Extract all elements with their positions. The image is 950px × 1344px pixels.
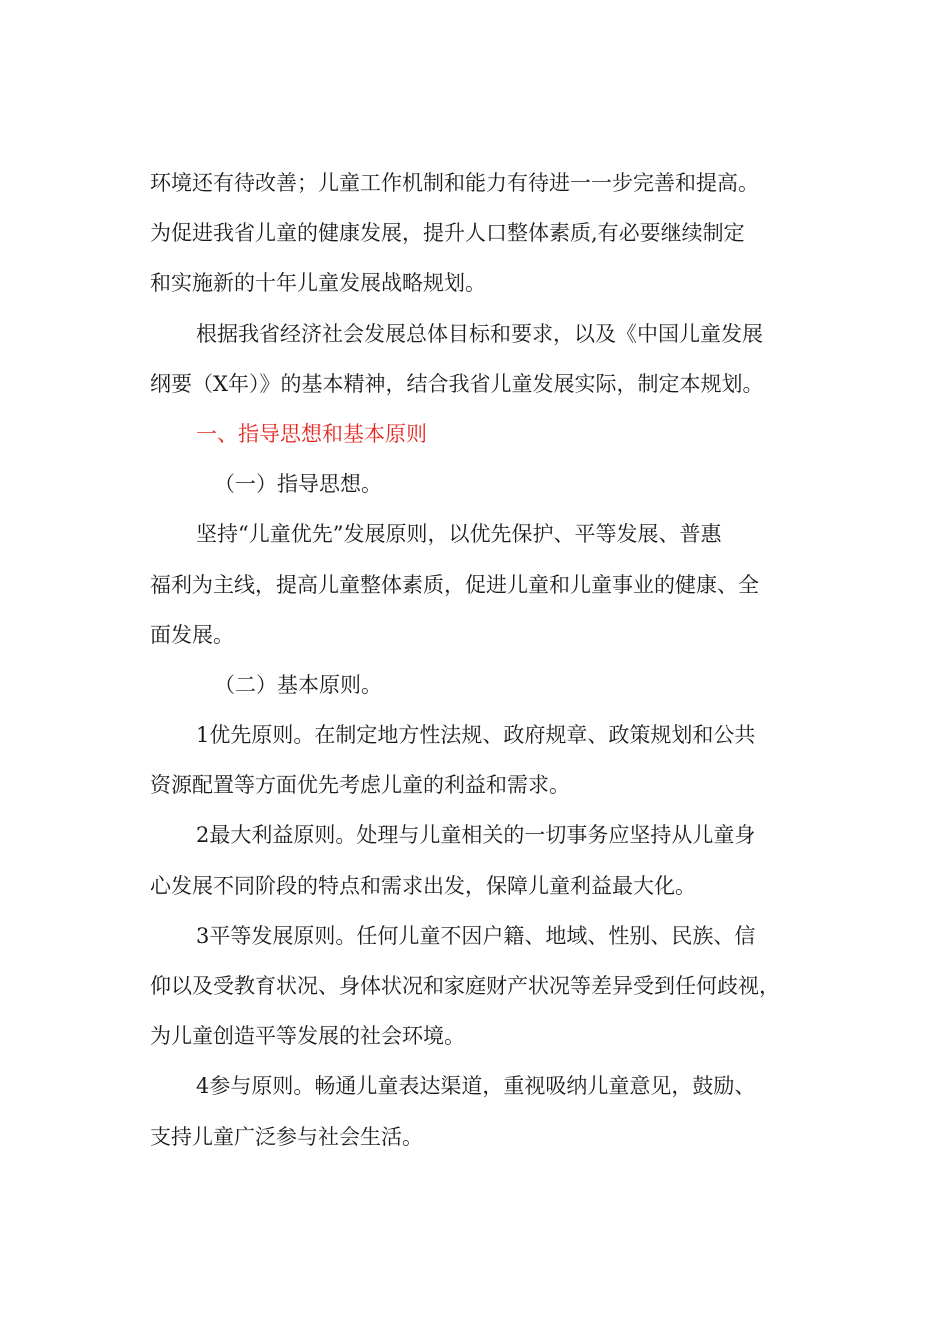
- paragraph-line: 为儿童创造平等发展的社会环境。: [150, 1024, 465, 1049]
- paragraph-line: 坚持“儿童优先”发展原则，以优先保护、平等发展、普惠: [196, 522, 722, 547]
- paragraph-line: 面发展。: [150, 622, 234, 647]
- paragraph-line: 仰以及受教育状况、身体状况和家庭财产状况等差异受到任何歧视，: [150, 974, 780, 998]
- section-heading: 一、指导思想和基本原则: [196, 421, 427, 446]
- paragraph-line: 2最大利益原则。处理与儿童相关的一切事务应坚持从儿童身: [196, 823, 756, 848]
- paragraph-line: 环境还有待改善；儿童工作机制和能力有待进一一步完善和提高。: [150, 171, 759, 195]
- document-body: [150, 158, 810, 1162]
- paragraph-line: 福利为主线，提高儿童整体素质，促进儿童和儿童事业的健康、全: [150, 572, 759, 597]
- paragraph-line: 和实施新的十年儿童发展战略规划。: [150, 271, 486, 296]
- paragraph-line: 支持儿童广泛参与社会生活。: [150, 1124, 423, 1149]
- paragraph-line: 4参与原则。畅通儿童表达渠道，重视吸纳儿童意见，鼓励、: [196, 1074, 756, 1099]
- paragraph-line: 纲要（X年）》的基本精神，结合我省儿童发展实际，制定本规划。: [150, 371, 764, 396]
- subsection-heading: （一）指导思想。: [214, 472, 382, 497]
- paragraph-line: 心发展不同阶段的特点和需求出发，保障儿童利益最大化。: [150, 873, 696, 898]
- paragraph-line: 1优先原则。在制定地方性法规、政府规章、政策规划和公共: [196, 723, 756, 748]
- paragraph-line: 3平等发展原则。任何儿童不因户籍、地域、性别、民族、信: [196, 923, 756, 948]
- paragraph-line: 资源配置等方面优先考虑儿童的利益和需求。: [150, 773, 570, 798]
- paragraph-line: 根据我省经济社会发展总体目标和要求，以及《中国儿童发展: [196, 321, 763, 346]
- paragraph-line: 为促进我省儿童的健康发展，提升人口整体素质,有必要继续制定: [150, 221, 745, 246]
- subsection-heading: （二）基本原则。: [214, 672, 382, 697]
